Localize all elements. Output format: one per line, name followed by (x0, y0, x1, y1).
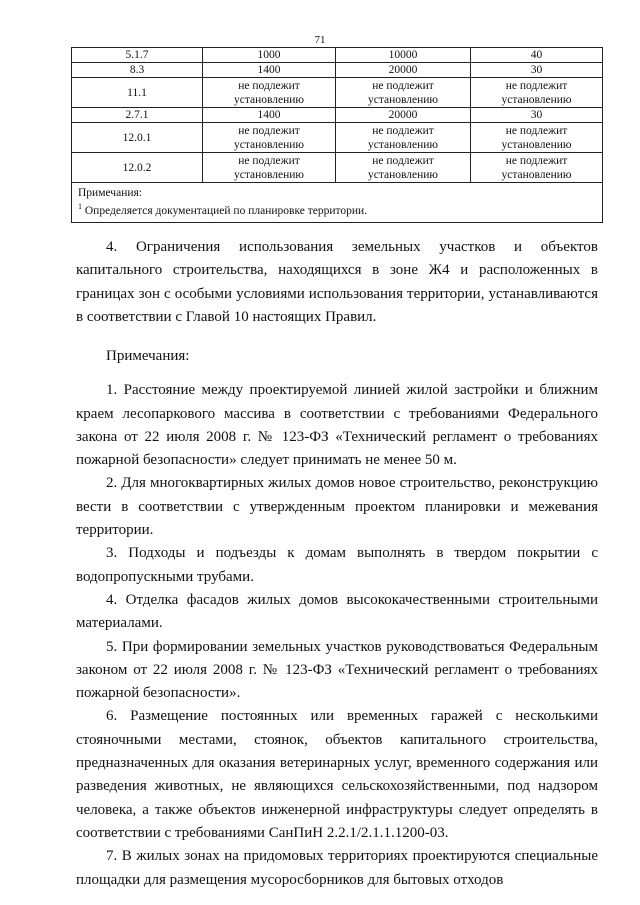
note-2: 2. Для многоквартирных жилых домов новое строительство, реконструкцию вести в соответствии с утвержденным проектом планировки и межевания территории. (76, 475, 598, 539)
table-cell: 20000 (336, 108, 471, 123)
table-cell: не подлежит установлению (203, 153, 336, 183)
table-row (72, 123, 603, 153)
table-cell: не подлежит установлению (471, 153, 603, 183)
table-row (72, 78, 603, 108)
table-cell-code: 5.1.7 (72, 48, 203, 63)
table-footnote (78, 200, 596, 218)
parameters-table (71, 47, 603, 223)
note-3: 3. Подходы и подъезды к домам выполнять в твердом покрытии с водопропускными трубами. (76, 545, 598, 585)
footnote-mark: 1 (78, 202, 82, 211)
table-cell: 1000 (203, 48, 336, 63)
note-5: 5. При формировании земельных участков руководствоваться Федеральным законом от 22 июля 2008 г. № 123-ФЗ «Технический регламент о требованиях пожарной безопасности». (76, 638, 598, 702)
table-cell-code: 12.0.2 (72, 153, 203, 183)
note-7: 7. В жилых зонах на придомовых территориях проектируются специальные площадки для размещения мусоросборников для бытовых отходов (76, 848, 598, 888)
table-cell-code: 8.3 (72, 63, 203, 78)
table-cell: не подлежит установлению (203, 78, 336, 108)
table-row (72, 153, 603, 183)
table-row (72, 63, 603, 78)
note-6: 6. Размещение постоянных или временных гаражей с несколькими стояночными местами, стоянок, объектов капитального строительства, предназначенных для оказания ветеринарных услуг, временного содержания или разведения животных, не являющихся сельскохозяйственными, под надзором человека, а также объектов инженерной инфраструктуры следует определять в соответствии с требованиями СанПиН 2.2.1/2.1.1.1200-03. (76, 708, 598, 841)
table-row (72, 108, 603, 123)
table-notes-title: Примечания: (78, 187, 142, 199)
notes-heading: Примечания: (106, 348, 190, 364)
table-cell: не подлежит установлению (336, 78, 471, 108)
table-cell-code: 12.0.1 (72, 123, 203, 153)
notes-section (76, 345, 598, 892)
page-number: 71 (314, 34, 326, 46)
paragraph-4: 4. Ограничения использования земельных участков и объектов капитального строительства, находящихся в зоне Ж4 и расположенных в границах зон с особыми условиями использования территории, устанавливаются в соответствии с Главой 10 настоящих Правил. (76, 239, 598, 325)
table-cell-code: 2.7.1 (72, 108, 203, 123)
table-row (72, 48, 603, 63)
table-cell: 20000 (336, 63, 471, 78)
table-notes (72, 183, 603, 223)
table-cell-code: 11.1 (72, 78, 203, 108)
table-cell: не подлежит установлению (336, 123, 471, 153)
footnote-text: Определяется документацией по планировке территории. (82, 204, 368, 217)
table-cell: не подлежит установлению (471, 78, 603, 108)
table-cell: 10000 (336, 48, 471, 63)
body-text (76, 236, 598, 329)
table-cell: 30 (471, 108, 603, 123)
table-notes-row (72, 183, 603, 223)
note-1: 1. Расстояние между проектируемой линией жилой застройки и ближним краем лесопаркового массива в соответствии с требованиями Федерального закона от 22 июля 2008 г. № 123-ФЗ «Технический регламент о требованиях пожарной безопасности» следует принимать не менее 50 м. (76, 382, 598, 469)
table-cell: 40 (471, 48, 603, 63)
note-4: 4. Отделка фасадов жилых домов высококачественными строительными материалами. (76, 591, 598, 632)
table-cell: 1400 (203, 63, 336, 78)
table-cell: 30 (471, 63, 603, 78)
table-cell: 1400 (203, 108, 336, 123)
table-cell: не подлежит установлению (203, 123, 336, 153)
table-cell: не подлежит установлению (471, 123, 603, 153)
table-cell: не подлежит установлению (336, 153, 471, 183)
